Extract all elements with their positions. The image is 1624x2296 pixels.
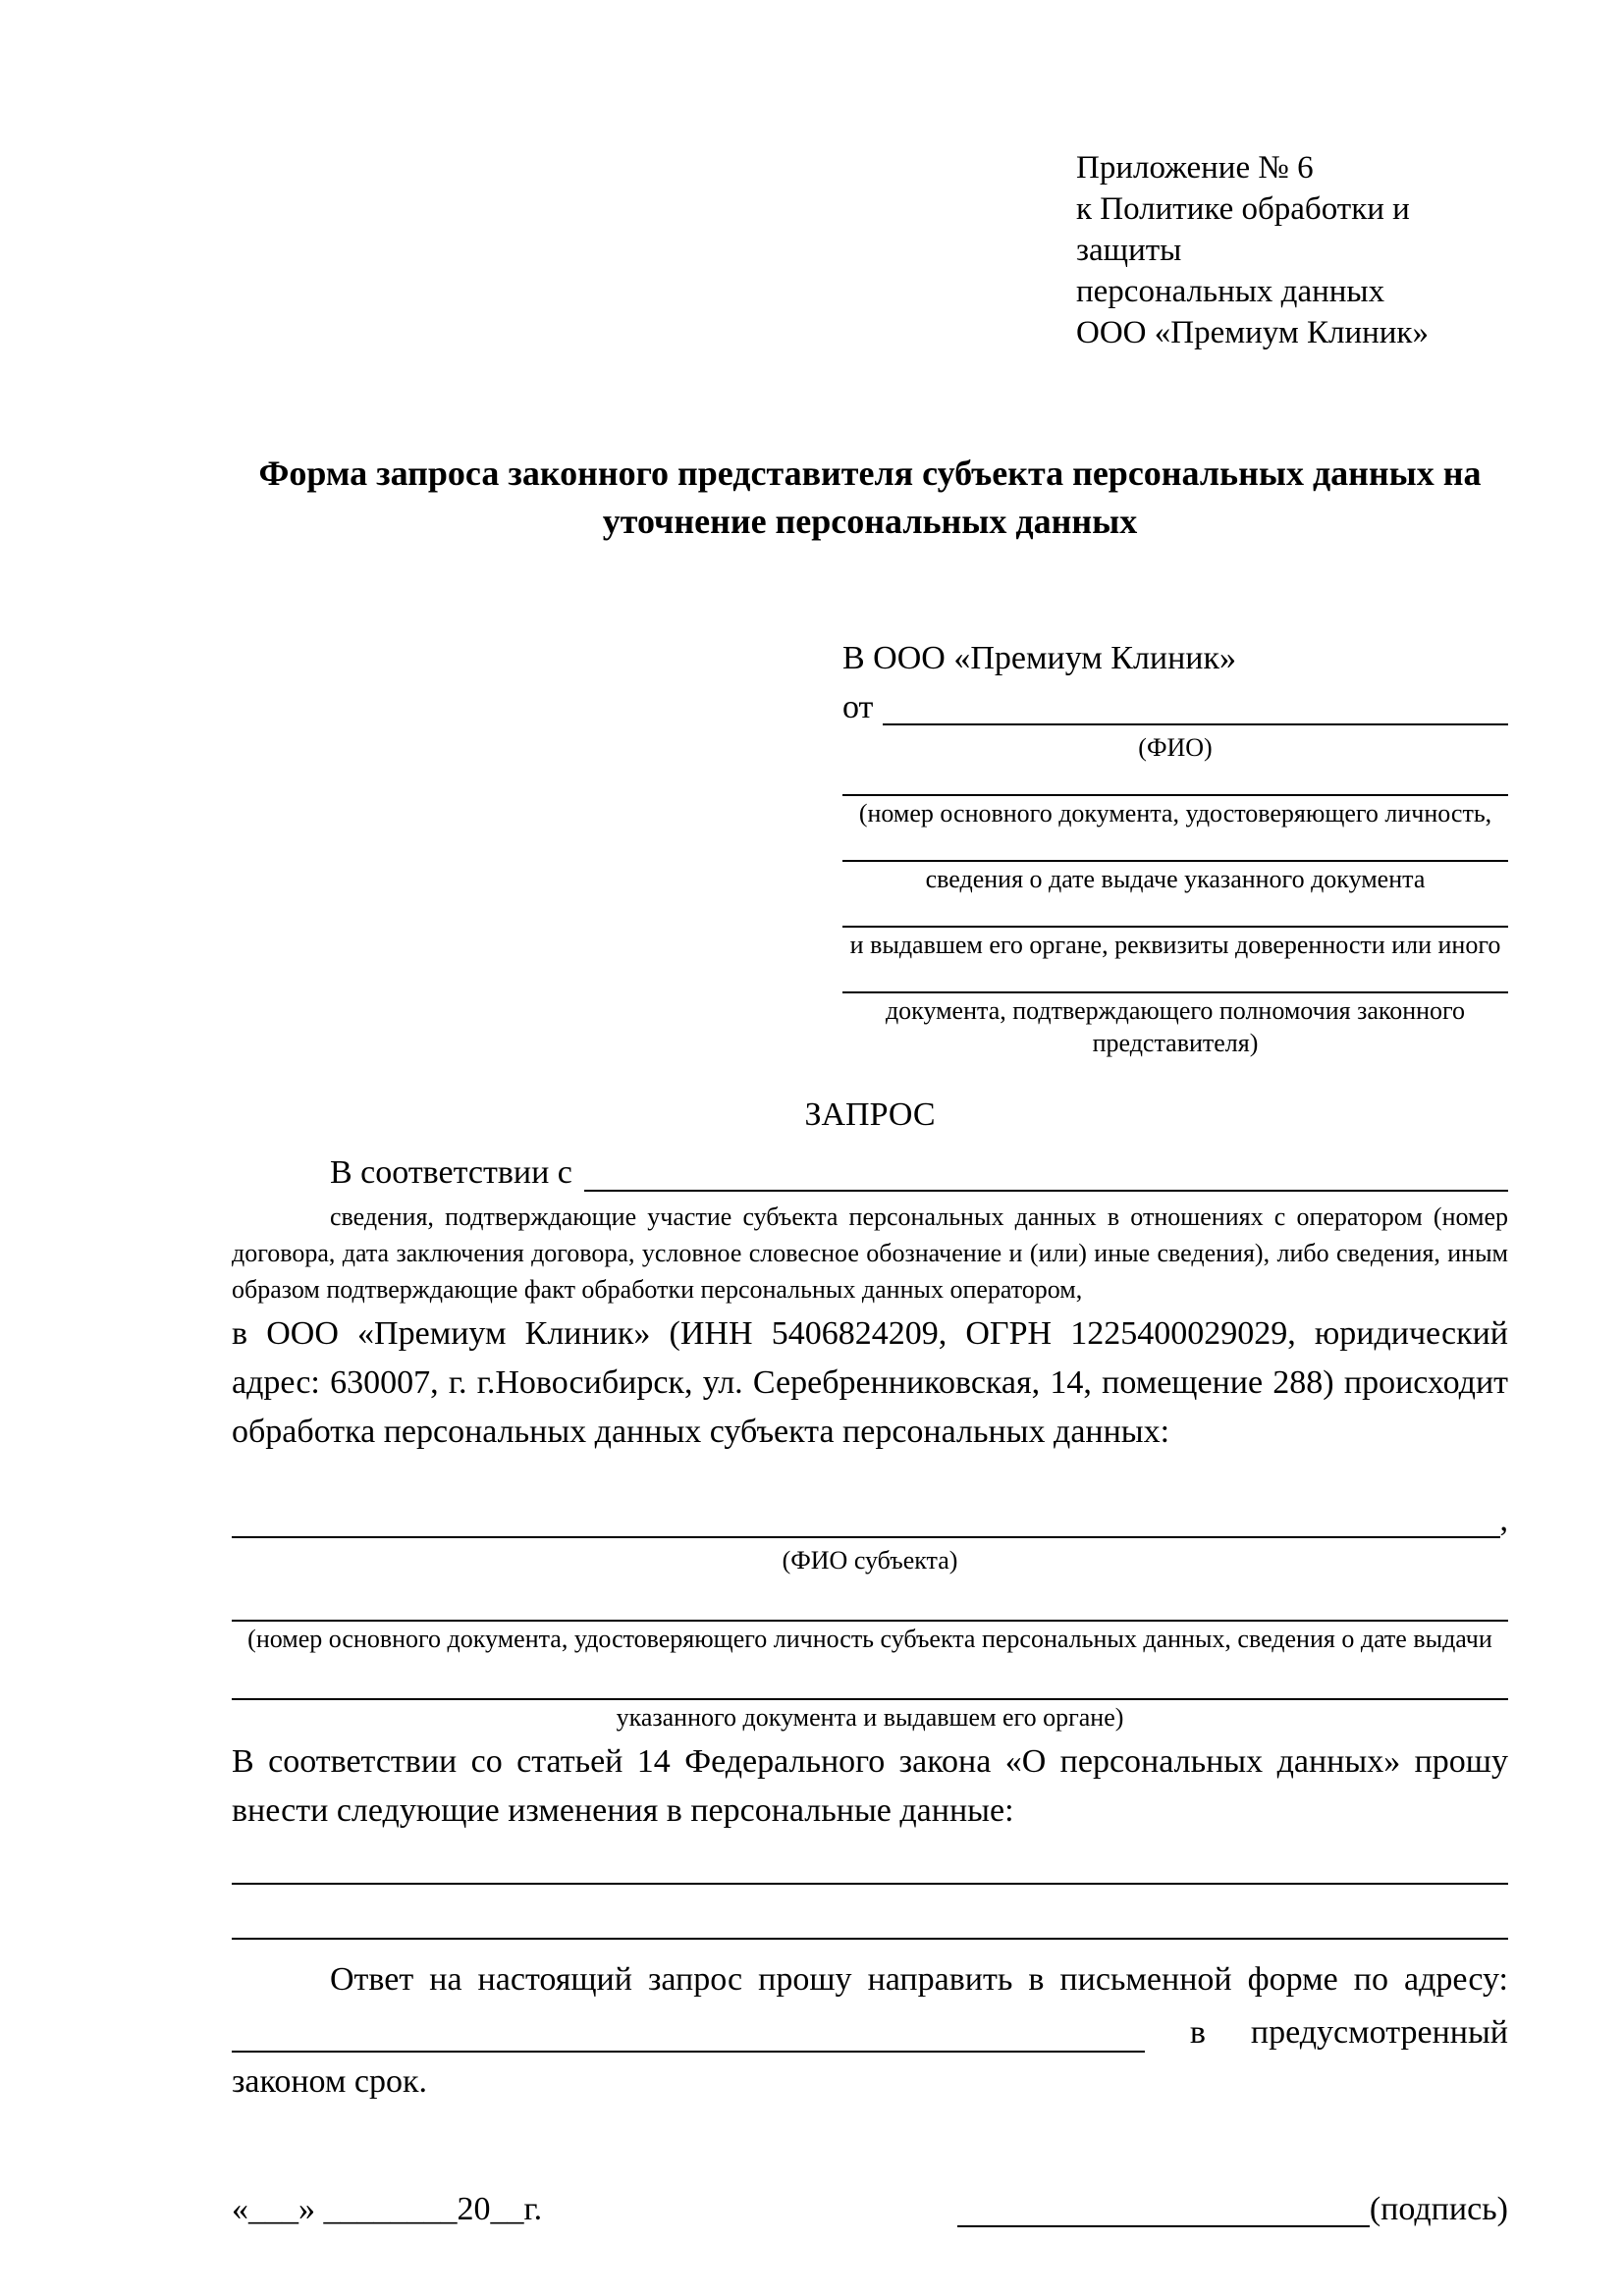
representative-doc-caption-3: и выдавшем его органе, реквизиты доверенности или иного xyxy=(849,931,1501,959)
addressee-org: В ООО «Премиум Клиник» xyxy=(842,640,1237,676)
subject-fio-caption: (ФИО субъекта) xyxy=(782,1546,958,1575)
law-paragraph: В соответствии со статьей 14 Федерального закона «О персональных данных» прошу внести следующие изменения в персональные данные: xyxy=(232,1743,1508,1829)
signature-caption: (подпись) xyxy=(1369,2191,1508,2227)
answer-word-2: предусмотренный xyxy=(1250,2014,1508,2051)
basis-blank-line[interactable] xyxy=(584,1190,1508,1192)
changes-blank-line-2[interactable] xyxy=(232,1938,1508,1940)
operator-paragraph: в ООО «Премиум Клиник» (ИНН 5406824209, ОГРН 1225400029029, юридический адрес: 630007, г. г.Новосибирск, ул. Серебренниковская, 14, помещение 288) происходит обработка персональных данных субъекта персональных данных: xyxy=(232,1315,1508,1450)
date-field[interactable]: «___» ________20__г. xyxy=(232,2191,543,2227)
intro-label: В соответствии с xyxy=(330,1154,572,1191)
appendix-line: персональных данных xyxy=(1076,274,1385,309)
representative-doc-blank-line-1[interactable] xyxy=(842,794,1508,796)
fio-caption: (ФИО) xyxy=(1138,733,1213,762)
representative-doc-blank-line-3[interactable] xyxy=(842,926,1508,928)
changes-blank-line-1[interactable] xyxy=(232,1883,1508,1885)
subject-fio-blank-line[interactable] xyxy=(232,1536,1500,1538)
signature-blank-line[interactable] xyxy=(957,2225,1370,2227)
answer-word-1: в xyxy=(1189,2014,1206,2051)
appendix-block xyxy=(1076,147,1508,353)
subject-doc-blank-line-1[interactable] xyxy=(232,1620,1508,1622)
appendix-line: ООО «Премиум Клиник» xyxy=(1076,315,1429,350)
signature-block xyxy=(957,2187,1508,2232)
address-blank-line[interactable] xyxy=(232,2051,1145,2053)
footer-row xyxy=(232,2187,1508,2232)
subject-doc-caption-2: указанного документа и выдавшем его органе) xyxy=(616,1703,1124,1732)
basis-footnote: сведения, подтверждающие участие субъекта персональных данных в отношениях с оператором (номер договора, дата заключения договора, условное словесное обозначение и (или) иные сведения), либо сведения, иным образом подтверждающие факт обработки персональных данных оператором, xyxy=(232,1202,1508,1304)
from-row xyxy=(842,685,1508,730)
appendix-line: Приложение № 6 xyxy=(1076,150,1314,186)
document-title: Форма запроса законного представителя субъекта персональных данных на уточнение персональных данных xyxy=(258,454,1482,541)
representative-doc-caption-1: (номер основного документа, удостоверяющего личность, xyxy=(858,799,1492,828)
representative-doc-caption-2: сведения о дате выдаче указанного документа xyxy=(925,865,1426,893)
subject-fio-row xyxy=(232,1498,1508,1543)
representative-doc-blank-line-4[interactable] xyxy=(842,991,1508,993)
subject-doc-caption-1: (номер основного документа, удостоверяющего личность субъекта персональных данных, сведения о дате выдачи xyxy=(247,1625,1492,1653)
subject-line-comma: , xyxy=(1499,1502,1508,1538)
from-label: от xyxy=(842,689,874,725)
answer-paragraph-line-2 xyxy=(232,2008,1508,2057)
answer-paragraph-line-1: Ответ на настоящий запрос прошу направить в письменной форме по адресу: xyxy=(330,1961,1508,1998)
representative-fio-blank-line[interactable] xyxy=(883,723,1508,725)
appendix-line: к Политике обработки и защиты xyxy=(1076,191,1410,268)
subject-doc-blank-line-2[interactable] xyxy=(232,1698,1508,1700)
answer-paragraph-line-3: законом срок. xyxy=(232,2063,427,2100)
request-heading: ЗАПРОС xyxy=(804,1096,936,1133)
representative-doc-blank-line-2[interactable] xyxy=(842,860,1508,862)
intro-row xyxy=(232,1149,1508,1197)
representative-doc-caption-4: документа, подтверждающего полномочия законного представителя) xyxy=(885,996,1466,1057)
addressee-block xyxy=(842,636,1508,1059)
